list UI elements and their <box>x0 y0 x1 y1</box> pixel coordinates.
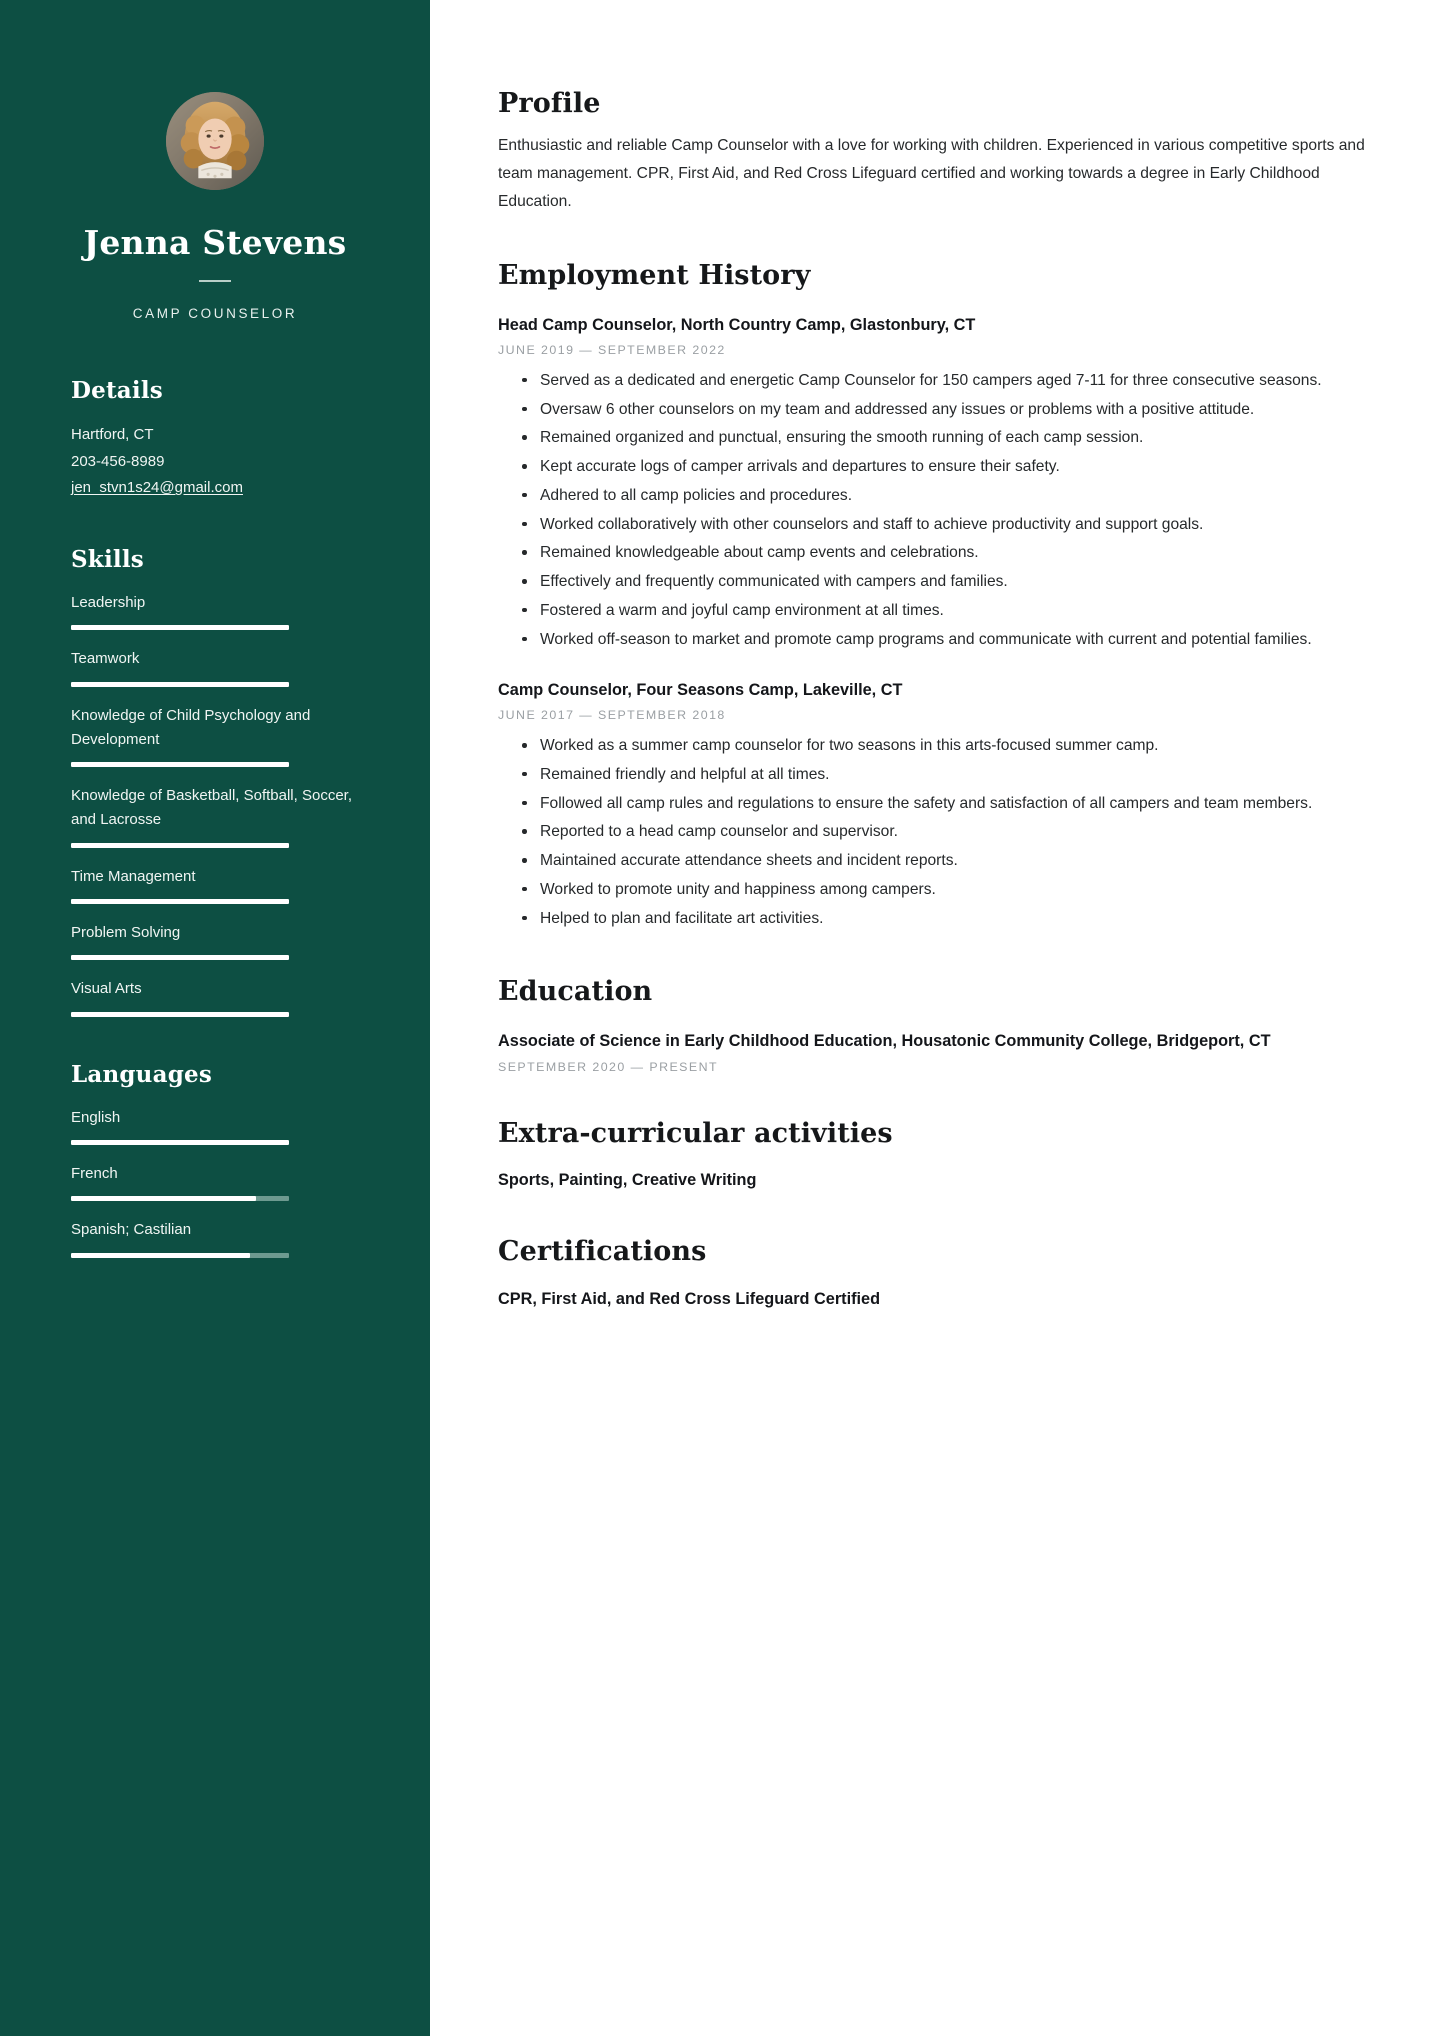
profile-text: Enthusiastic and reliable Camp Counselor with a love for working with children. Experienced in various competitive sports and team management. CPR, First Aid, and Red Cross Lifeguard certified and working towards a degree in Early Childhood Education. <box>498 137 1365 210</box>
skill-item <box>71 1162 359 1201</box>
skill-item <box>71 1218 359 1257</box>
job-dates: JUNE 2017 — SEPTEMBER 2018 <box>498 708 726 723</box>
skill-level-bar <box>71 625 289 630</box>
sidebar <box>0 0 430 2036</box>
skill-level-fill <box>71 1196 256 1201</box>
detail-phone: 203-456-8989 <box>71 452 165 470</box>
job-bullet: Followed all camp rules and regulations to ensure the safety and satisfaction of all campers and team members. <box>540 790 1388 818</box>
job-bullet: Remained friendly and helpful at all times. <box>540 761 1388 789</box>
employment-list <box>498 314 1388 932</box>
skill-level-fill <box>71 1012 289 1017</box>
education-list <box>498 1029 1388 1074</box>
languages-section <box>71 1061 359 1258</box>
profile-heading: Profile <box>498 88 601 119</box>
skill-level-fill <box>71 762 289 767</box>
skill-label: Spanish; Castilian <box>71 1221 192 1239</box>
profile-section <box>498 88 1388 216</box>
skills-heading: Skills <box>71 546 144 573</box>
skill-level-bar <box>71 955 289 960</box>
job-bullet: Served as a dedicated and energetic Camp Counselor for 150 campers aged 7-11 for three consecutive seasons. <box>540 367 1388 395</box>
employment-section <box>498 260 1388 933</box>
skill-item <box>71 921 359 960</box>
extra-curricular-section <box>498 1118 1388 1193</box>
job-bullet: Remained organized and punctual, ensuring the smooth running of each camp session. <box>540 424 1388 452</box>
skill-level-bar <box>71 682 289 687</box>
certifications-text: CPR, First Aid, and Red Cross Lifeguard Certified <box>498 1289 881 1308</box>
skill-label: Visual Arts <box>71 980 142 998</box>
job-bullet: Worked off-season to market and promote camp programs and communicate with current and potential families. <box>540 626 1388 654</box>
avatar-wrapper <box>71 92 359 190</box>
job-bullet: Helped to plan and facilitate art activities. <box>540 905 1388 933</box>
skill-level-bar <box>71 1140 289 1145</box>
job-bullet: Worked collaboratively with other counselors and staff to achieve productivity and support goals. <box>540 511 1388 539</box>
skills-list <box>71 591 359 1017</box>
skill-item <box>71 704 359 768</box>
job-bullet: Oversaw 6 other counselors on my team and addressed any issues or problems with a positive attitude. <box>540 396 1388 424</box>
name-divider <box>199 280 231 282</box>
details-heading: Details <box>71 376 163 404</box>
job-bullet: Reported to a head camp counselor and supervisor. <box>540 818 1388 846</box>
languages-list <box>71 1106 359 1258</box>
skill-level-fill <box>71 625 289 630</box>
job-bullet-list <box>498 732 1388 932</box>
job-entry <box>498 314 1388 653</box>
skills-section <box>71 546 359 1017</box>
education-title: Associate of Science in Early Childhood Education, Housatonic Community College, Bridgeport, CT <box>498 1031 1271 1050</box>
job-bullet-list <box>498 367 1388 654</box>
skill-label: Leadership <box>71 594 146 611</box>
job-bullet: Worked to promote unity and happiness among campers. <box>540 876 1388 904</box>
skill-label: Knowledge of Child Psychology and Development <box>71 706 311 748</box>
job-title-line: Camp Counselor, Four Seasons Camp, Lakeville, CT <box>498 681 903 700</box>
skill-label: Problem Solving <box>71 924 181 942</box>
skill-level-bar <box>71 1012 289 1017</box>
details-section <box>71 377 359 502</box>
skill-label: Knowledge of Basketball, Softball, Soccer, and Lacrosse <box>71 787 353 829</box>
job-title-line: Head Camp Counselor, North Country Camp, Glastonbury, CT <box>498 316 976 335</box>
job-dates: JUNE 2019 — SEPTEMBER 2022 <box>498 342 726 357</box>
education-dates: SEPTEMBER 2020 — PRESENT <box>498 1059 719 1074</box>
extra-curricular-heading: Extra-curricular activities <box>498 1117 893 1149</box>
job-bullet: Kept accurate logs of camper arrivals and departures to ensure their safety. <box>540 453 1388 481</box>
skill-level-bar <box>71 762 289 767</box>
job-bullet: Remained knowledgeable about camp events and celebrations. <box>540 539 1388 567</box>
skill-item <box>71 591 359 630</box>
skill-item <box>71 784 359 848</box>
skill-level-fill <box>71 682 289 687</box>
skill-level-bar <box>71 843 289 848</box>
skill-label: Teamwork <box>71 650 140 668</box>
main-content <box>430 0 1440 2036</box>
employment-heading: Employment History <box>498 259 811 291</box>
skill-label: French <box>71 1164 118 1182</box>
detail-location: Hartford, CT <box>71 425 154 443</box>
job-bullet: Worked as a summer camp counselor for two seasons in this arts-focused summer camp. <box>540 732 1388 760</box>
detail-email[interactable]: jen_stvn1s24@gmail.com <box>71 479 243 497</box>
skill-level-fill <box>71 1140 289 1145</box>
skill-label: Time Management <box>71 867 196 885</box>
skill-level-bar <box>71 899 289 904</box>
certifications-section <box>498 1236 1388 1311</box>
skill-label: English <box>71 1108 121 1126</box>
skill-level-bar <box>71 1196 289 1201</box>
skill-level-fill <box>71 843 289 848</box>
job-entry <box>498 679 1388 932</box>
full-name: Jenna Stevens <box>83 223 347 262</box>
languages-heading: Languages <box>71 1060 212 1088</box>
job-bullet: Adhered to all camp policies and procedures. <box>540 482 1388 510</box>
job-bullet: Maintained accurate attendance sheets and incident reports. <box>540 847 1388 875</box>
extra-curricular-text: Sports, Painting, Creative Writing <box>498 1170 757 1189</box>
skill-item <box>71 1106 359 1145</box>
certifications-heading: Certifications <box>498 1236 707 1268</box>
skill-item <box>71 865 359 904</box>
skill-level-fill <box>71 955 289 960</box>
skill-item <box>71 647 359 686</box>
education-entry <box>498 1029 1388 1074</box>
job-bullet: Effectively and frequently communicated with campers and families. <box>540 568 1388 596</box>
job-title: CAMP COUNSELOR <box>132 305 298 321</box>
skill-level-fill <box>71 1253 250 1258</box>
job-bullet: Fostered a warm and joyful camp environment at all times. <box>540 597 1388 625</box>
avatar <box>166 92 264 190</box>
skill-item <box>71 977 359 1016</box>
skill-level-fill <box>71 899 289 904</box>
skill-level-bar <box>71 1253 289 1258</box>
education-section <box>498 976 1388 1073</box>
education-heading: Education <box>498 976 653 1008</box>
